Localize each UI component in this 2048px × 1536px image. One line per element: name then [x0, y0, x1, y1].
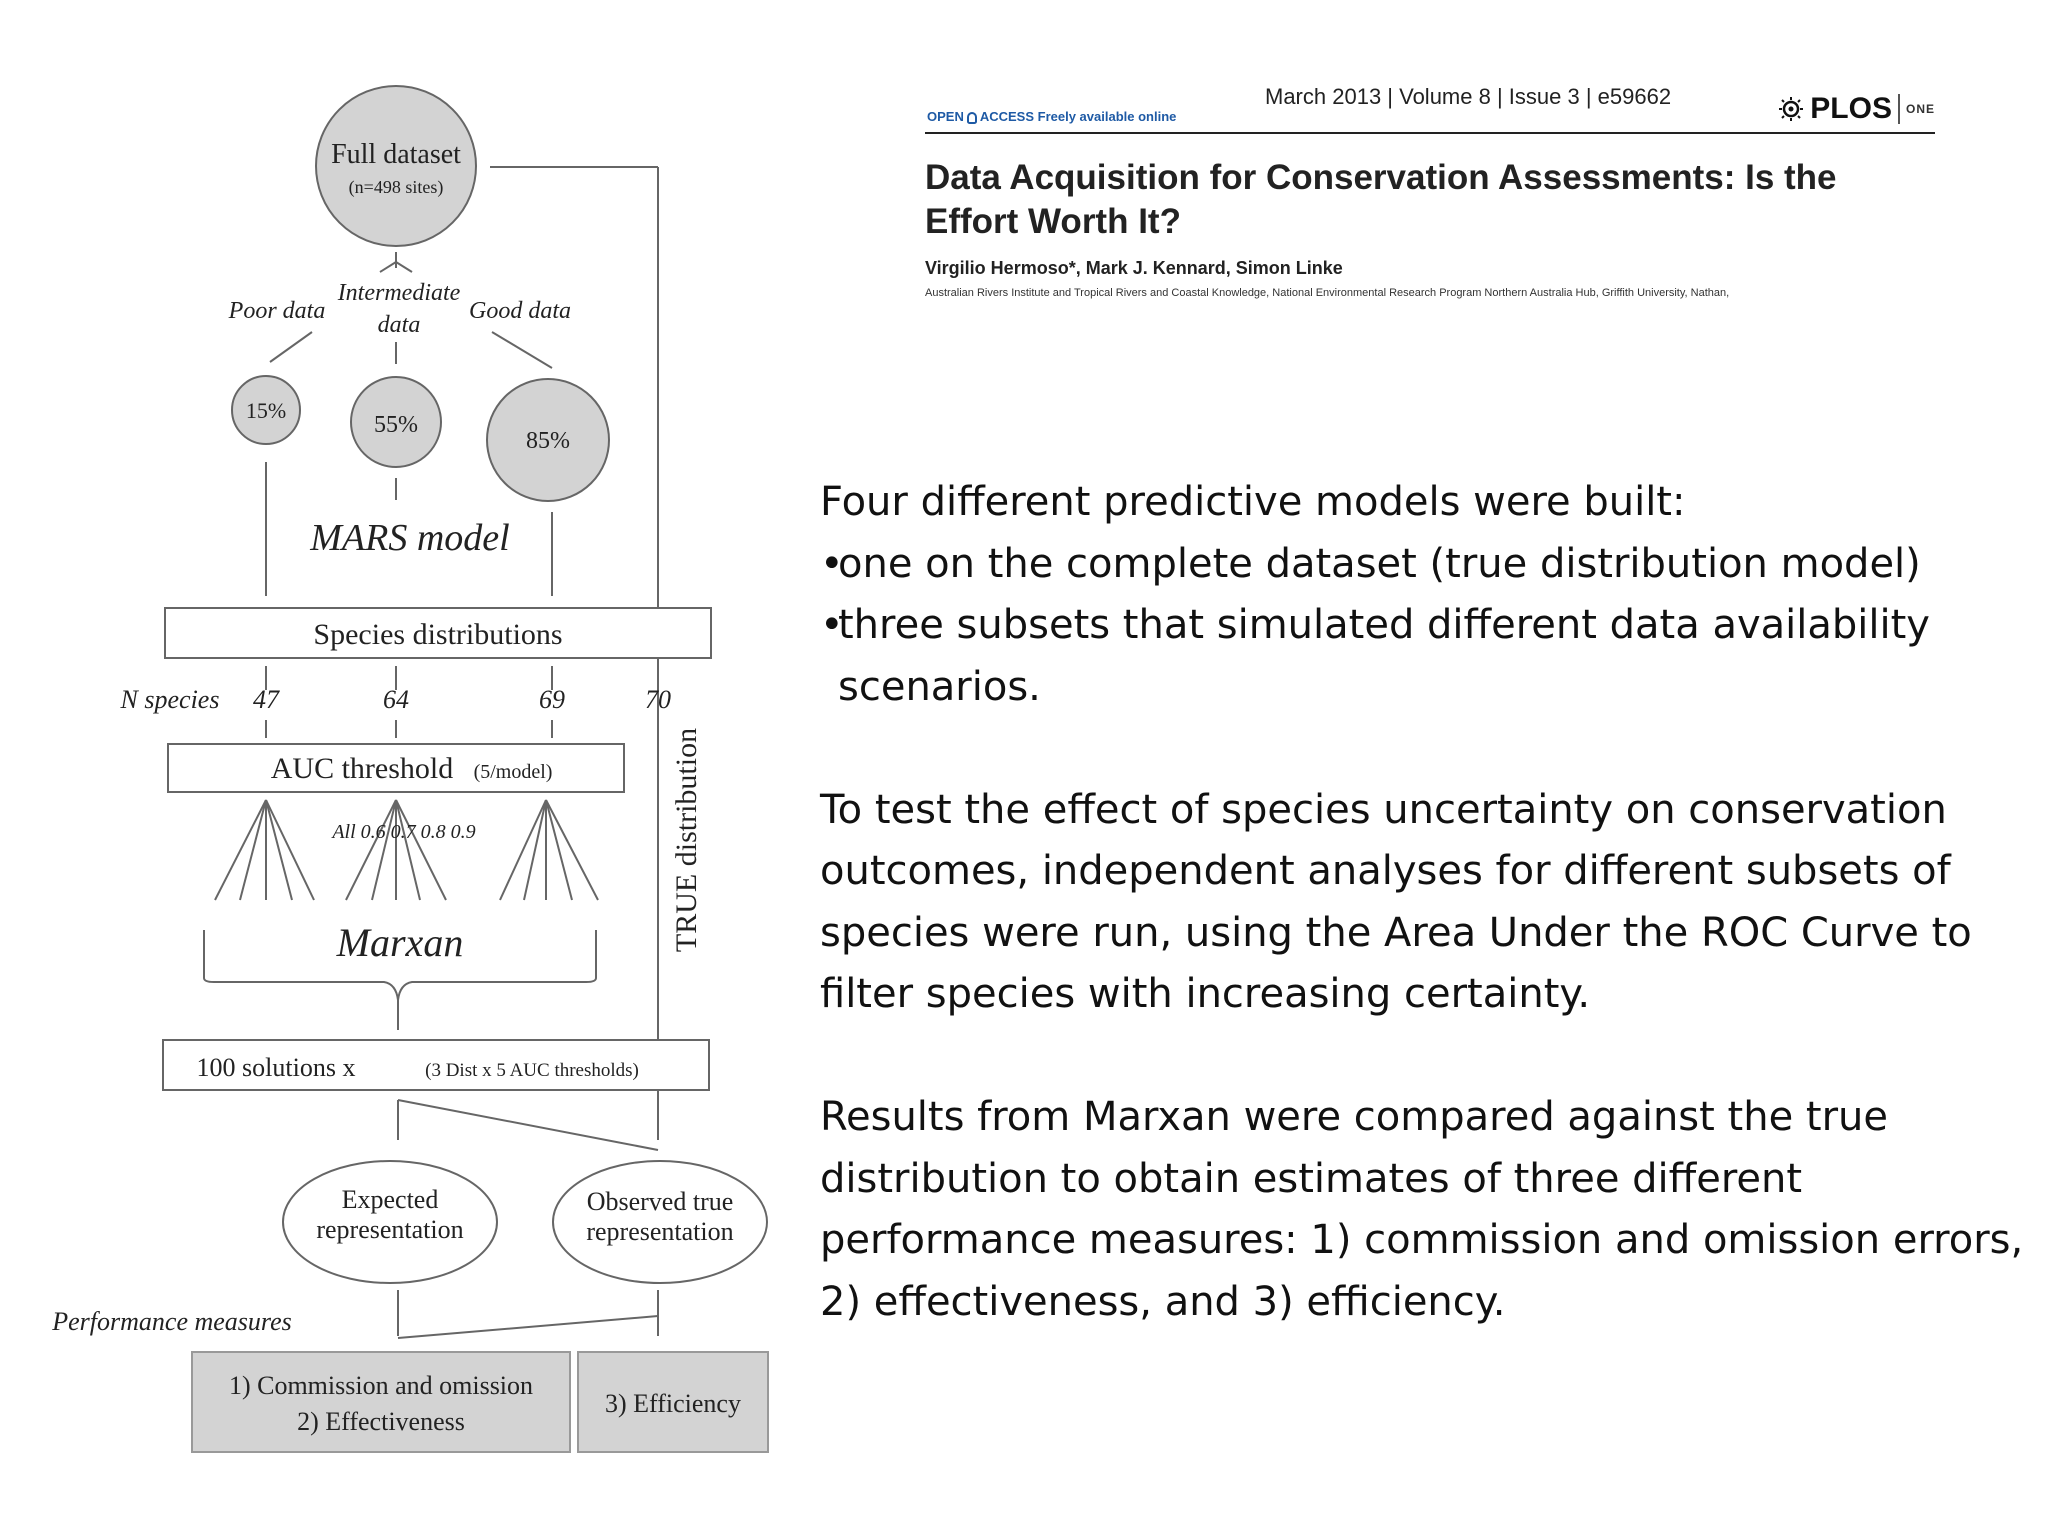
- bullet-icon: •: [820, 540, 844, 587]
- marxan-label: Marxan: [336, 920, 464, 965]
- intermediate-data-label: Intermediate: [337, 280, 461, 306]
- paper-affiliation: Australian Rivers Institute and Tropical Rivers and Coastal Knowledge, National Environmental Research Program Northern Australia Hub, Griffith University, Nathan,: [925, 287, 1730, 299]
- n-species-value: 69: [539, 685, 565, 714]
- pct-poor-label: 15%: [245, 398, 287, 423]
- measure-3-label: 3) Efficiency: [605, 1389, 741, 1418]
- bullet-icon: •: [820, 602, 844, 648]
- n-species-value: 64: [383, 685, 409, 714]
- n-species-label: N species: [120, 685, 220, 714]
- auc-threshold-label: AUC threshold: [270, 752, 454, 785]
- solutions-label: 100 solutions x: [196, 1053, 356, 1082]
- n-sites-label: (n=498 sites): [348, 177, 444, 197]
- observed-label: Observed true: [586, 1187, 734, 1216]
- bullet-item: • one on the complete dataset (true distribution model): [820, 534, 2035, 596]
- slide-body: [820, 472, 2035, 1333]
- auc-threshold-note: (5/model): [473, 761, 553, 783]
- intermediate-data-label-2: data: [377, 312, 421, 338]
- paper-authors: Virgilio Hermoso*, Mark J. Kennard, Simon Linke: [925, 258, 1343, 278]
- paper-title: Data Acquisition for Conservation Assessments: Is the Effort Worth It?: [925, 158, 1837, 241]
- measure-1-label: 1) Commission and omission: [228, 1371, 534, 1400]
- bullet-item: • three subsets that simulated different data availability scenarios.: [820, 595, 2035, 718]
- paper-header: [925, 78, 1935, 299]
- pct-good-label: 85%: [526, 428, 570, 454]
- n-species-value: 47: [253, 685, 279, 714]
- expected-label-2: representation: [316, 1215, 464, 1244]
- measures-1-2-box: [192, 1352, 570, 1452]
- methods-flowchart: [0, 0, 800, 1536]
- solutions-note: (3 Dist x 5 AUC thresholds): [425, 1060, 639, 1081]
- intro-text: Four different predictive models were built:: [820, 479, 1686, 525]
- full-dataset-label: Full dataset: [331, 139, 461, 170]
- issue-meta: March 2013 | Volume 8 | Issue 3 | e59662: [1265, 84, 1672, 109]
- plos-sun-icon: [1778, 96, 1804, 122]
- true-distribution-label: TRUE distribution: [670, 727, 703, 953]
- uncertainty-paragraph: To test the effect of species uncertainty on conservation outcomes, independent analyses for different subsets of species were run, using the Area Under the ROC Curve to filter species with increasing certainty.: [820, 786, 1972, 1017]
- journal-bar: [925, 78, 1935, 134]
- open-access-badge: OPEN ACCESS Freely available online: [927, 109, 1177, 124]
- pct-intermediate-label: 55%: [374, 412, 418, 438]
- expected-label: Expected: [341, 1185, 439, 1214]
- auc-values-label: All 0.6 0.7 0.8 0.9: [332, 821, 476, 843]
- poor-data-label: Poor data: [228, 298, 326, 324]
- mars-model-label: MARS model: [310, 517, 510, 559]
- n-species-value: 70: [645, 685, 671, 714]
- open-access-lock-icon: [967, 112, 977, 124]
- measure-2-label: 2) Effectiveness: [297, 1407, 465, 1436]
- results-paragraph: Results from Marxan were compared against the true distribution to obtain estimates of three different performance measures: 1) commission and omission errors, 2) effectiveness, and 3) efficiency.: [820, 1094, 2024, 1325]
- plos-one-logo: PLOS ONE: [1778, 92, 1935, 126]
- performance-measures-label: Performance measures: [52, 1307, 292, 1336]
- good-data-label: Good data: [469, 298, 571, 324]
- observed-label-2: representation: [586, 1217, 734, 1246]
- species-distributions-label: Species distributions: [313, 618, 563, 651]
